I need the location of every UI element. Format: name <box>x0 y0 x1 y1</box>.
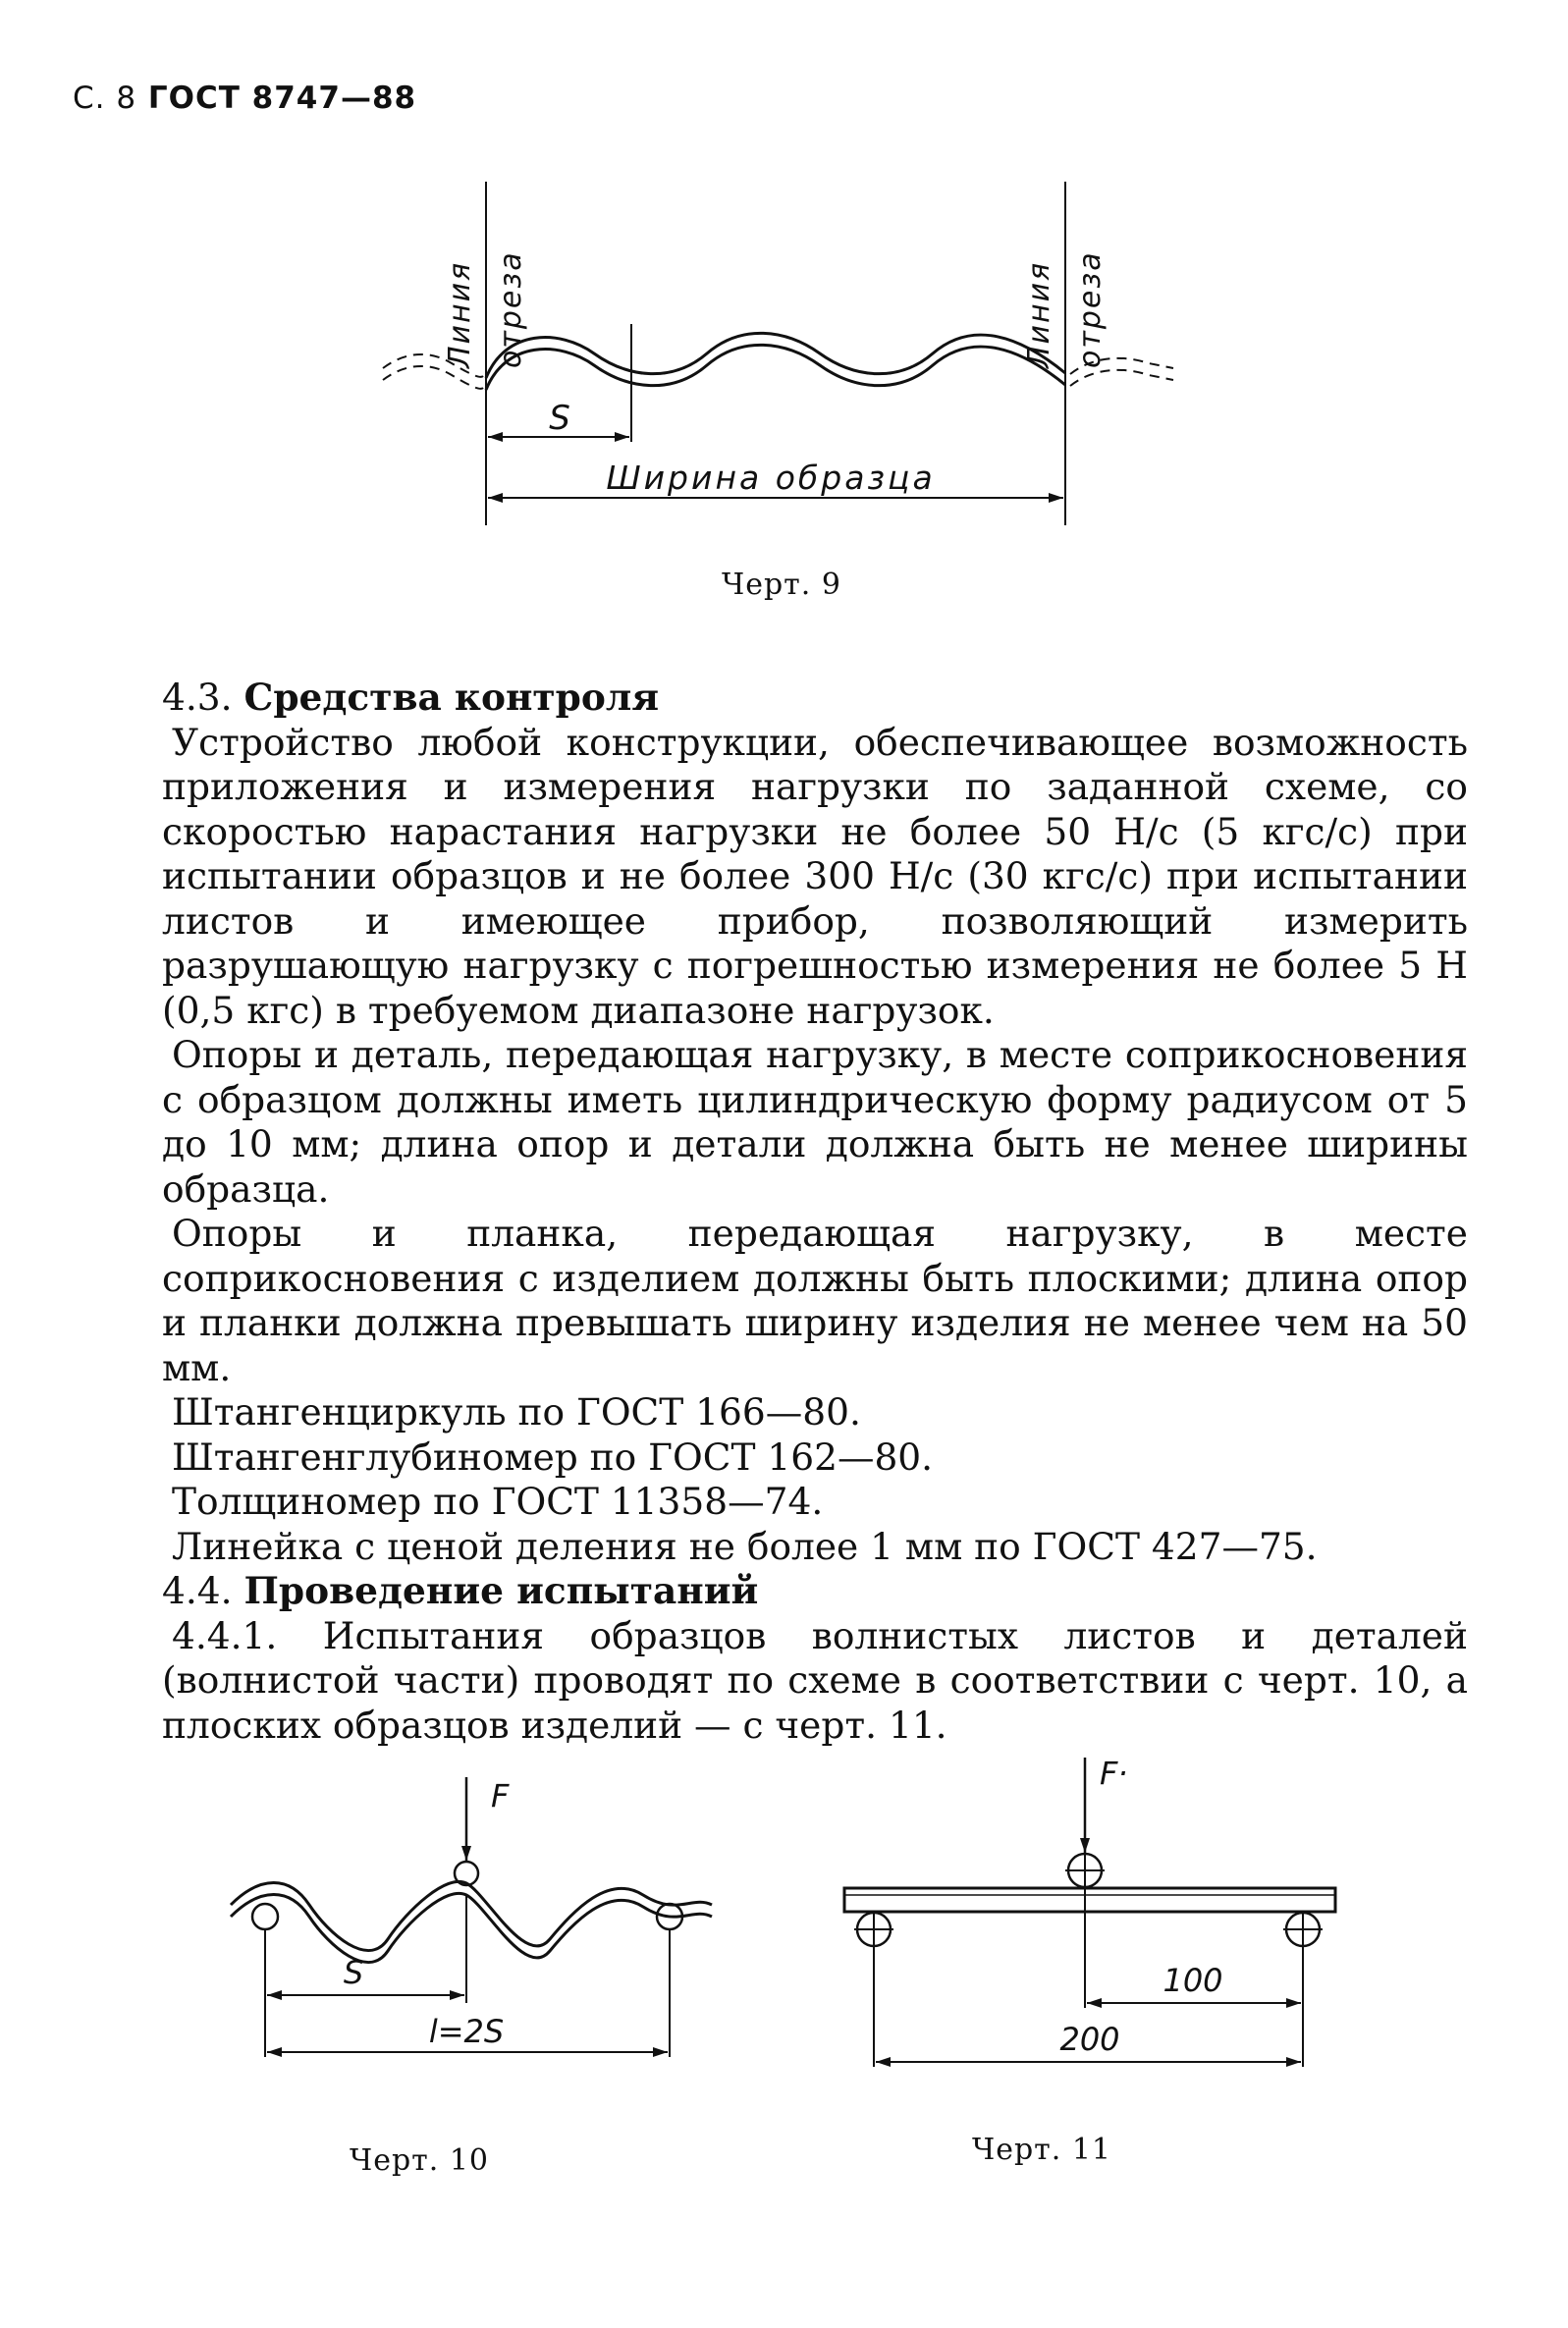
page-number: С. 8 <box>73 81 137 116</box>
wave-sheet-top <box>231 1881 712 1950</box>
fig10-f-label: F <box>491 1777 510 1814</box>
paragraph: Штангенглубиномер по ГОСТ 162—80. <box>172 1435 934 1479</box>
section-4-4-heading <box>162 1569 1468 1614</box>
paragraph: Линейка с ценой деления не более 1 мм по ГОСТ 427—75. <box>172 1524 1318 1568</box>
paragraph: Устройство любой конструкции, обеспечивающее возможность приложения и измерения нагрузки по заданной схеме, со скоростью нарастания нагрузки не более 50 Н/с (5 кгс/с) при испытании образцов и не более 300 Н/с (30 кгс/с) при испытании листов и имеющее прибор, позволяющий измерить разрушающую нагрузку с погрешностью измерения не более 5 Н (0,5 кгс) в требуемом диапазоне нагрузок. <box>162 720 1468 1032</box>
section-4-3-number: 4.3. <box>162 676 233 719</box>
fig11-f-label: F· <box>1100 1755 1128 1792</box>
paragraph: Опоры и деталь, передающая нагрузку, в месте соприкосновения с образцом должны иметь цилиндрическую форму радиусом от 5 до 10 мм; длина опор и детали должна быть не менее ширины образца. <box>162 1033 1468 1211</box>
paragraph: Опоры и планка, передающая нагрузку, в месте соприкосновения с изделием должны быть плоскими; длина опор и планки должна превышать ширину изделия не менее чем на 50 мм. <box>162 1212 1468 1389</box>
wave-sheet-bottom <box>486 345 1065 390</box>
break-left-bottom <box>383 366 483 389</box>
fig11-dim-100: 100 <box>1162 1962 1223 1999</box>
fig9-cut-label-r1: Линия <box>1022 260 1056 368</box>
paragraph: Штангенциркуль по ГОСТ 166—80. <box>172 1390 861 1434</box>
section-4-4-number: 4.4. <box>162 1569 233 1612</box>
fig10-l-label: l=2S <box>428 2013 505 2050</box>
section-4-4-title: Проведение испытаний <box>243 1569 759 1612</box>
section-4-3-heading <box>162 676 1468 721</box>
fig9-width-label: Ширина образца <box>606 459 936 497</box>
section-4-3-title: Средства контроля <box>243 676 660 719</box>
fig11-dim-200: 200 <box>1059 2021 1120 2058</box>
figure-10-caption: Черт. 10 <box>350 2143 489 2178</box>
fig9-cut-label-l2: отреза <box>494 250 528 368</box>
paragraph-4-4-1: 4.4.1. Испытания образцов волнистых листов и деталей (волнистой части) проводят по схеме в соответствии с черт. 10, а плоских образцов изделий — с черт. 11. <box>162 1613 1468 1747</box>
flat-plate <box>844 1888 1335 1912</box>
figure-11-drawing <box>830 1743 1350 2106</box>
wave-sheet-bottom <box>231 1893 712 1962</box>
break-right-bottom <box>1070 370 1173 386</box>
section-4-3-text <box>162 676 1468 1748</box>
page-header <box>73 81 416 116</box>
figure-9-caption: Черт. 9 <box>722 568 841 602</box>
fig9-cut-label-l1: Линия <box>443 260 477 368</box>
figure-10-drawing <box>221 1758 722 2111</box>
figure-11-caption: Черт. 11 <box>972 2133 1111 2167</box>
support-roller-left <box>252 1904 278 1929</box>
fig9-s-label: S <box>549 399 570 438</box>
fig9-cut-label-r2: отреза <box>1073 250 1108 368</box>
fig10-s-label: S <box>343 1954 364 1991</box>
standard-number: ГОСТ 8747—88 <box>147 81 417 116</box>
paragraph: Толщиномер по ГОСТ 11358—74. <box>172 1480 824 1523</box>
figure-9-drawing <box>373 172 1188 535</box>
